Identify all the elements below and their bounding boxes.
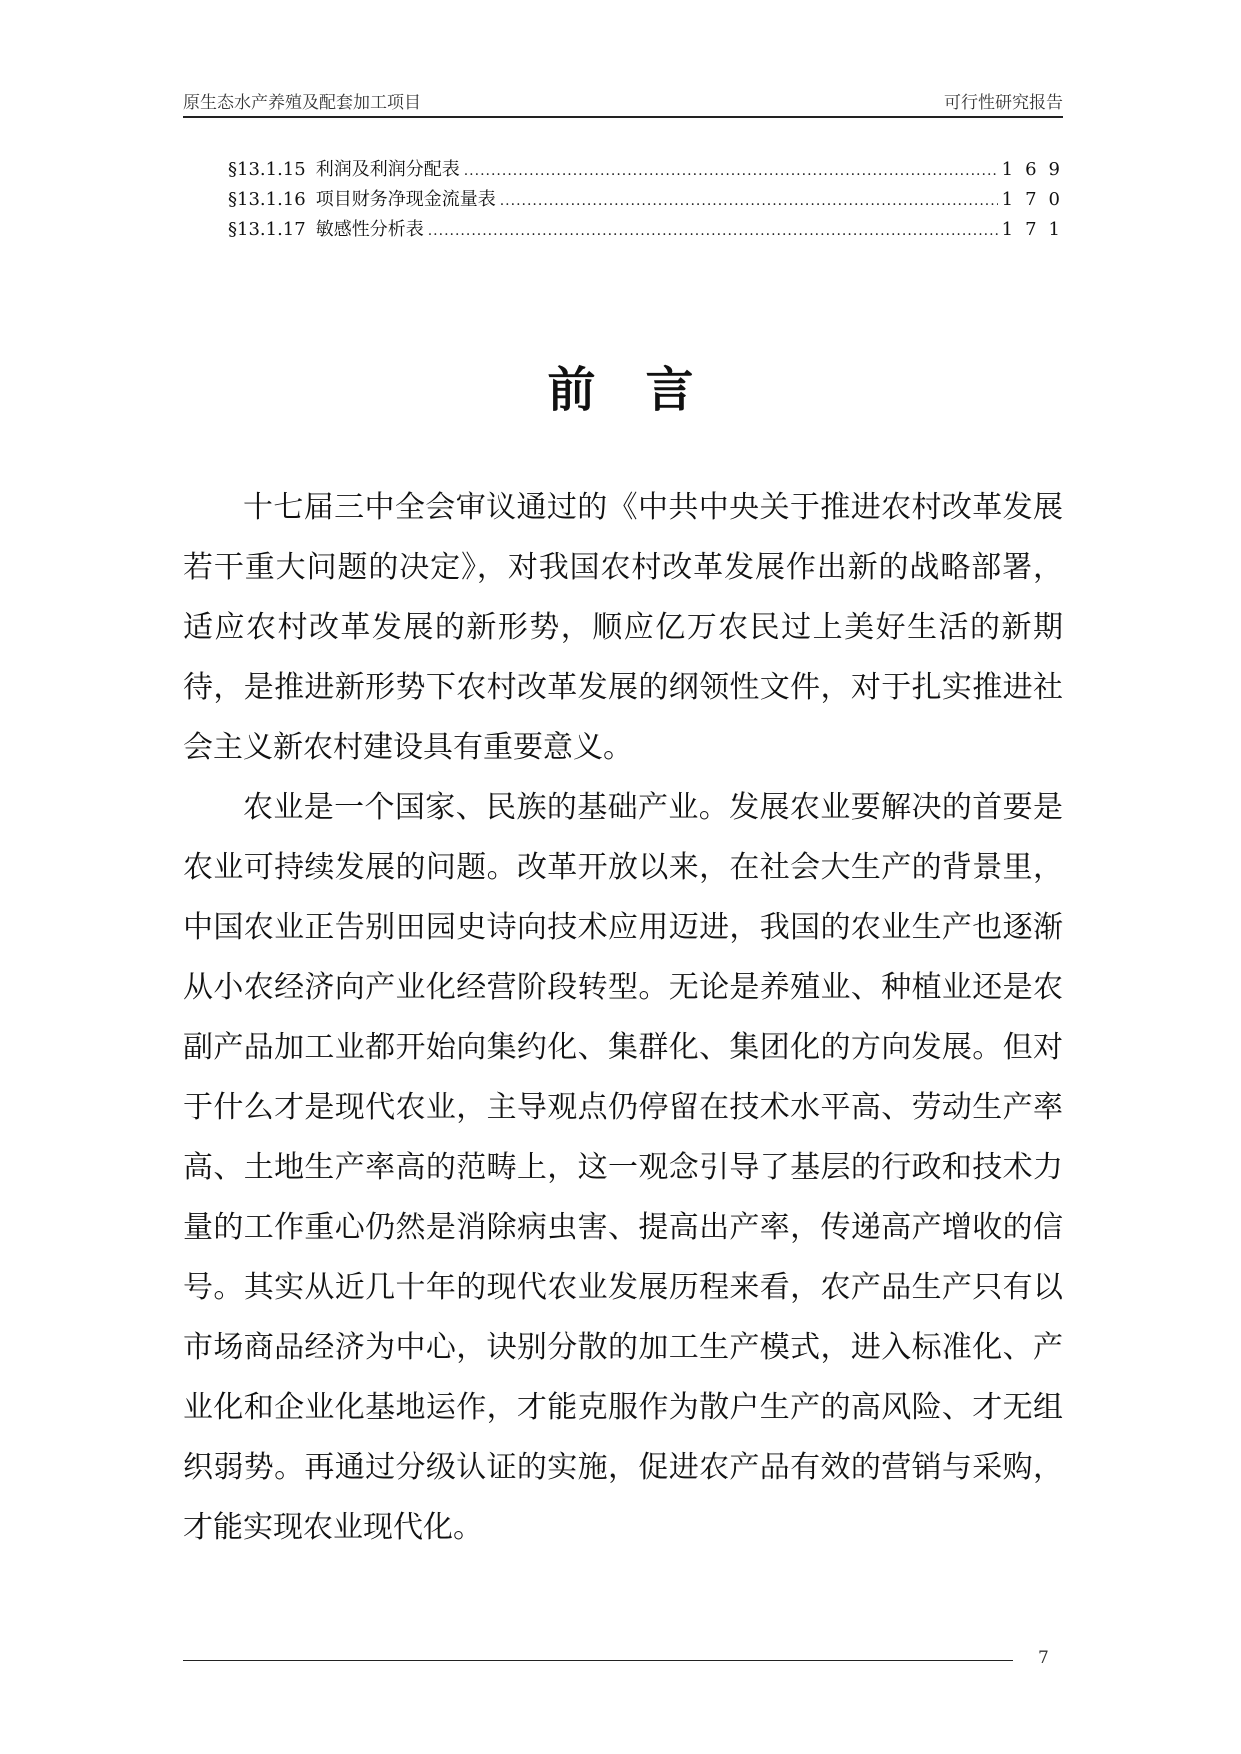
section-title: 前言 [547, 362, 744, 418]
paragraph: 十七届三中全会审议通过的《中共中央关于推进农村改革发展若干重大问题的决定》，对我国农村改革发展作出新的战略部署，适应农村改革发展的新形势，顺应亿万农民过上美好生活的新期待，是推进新形势下农村改革发展的纲领性文件，对于扎实推进社会主义新农村建设具有重要意义。 [183, 490, 1063, 765]
toc-section-title: 利润及利润分配表 [315, 159, 460, 180]
toc-page-number: 170 [1001, 189, 1072, 210]
toc-section-number: §13.1.15 [228, 159, 306, 180]
footer-divider [183, 1660, 1013, 1661]
toc-section-number: §13.1.17 [228, 219, 306, 240]
toc-entry[interactable] [228, 215, 1072, 245]
body-text [183, 478, 1063, 1558]
toc-section-number: §13.1.16 [228, 189, 306, 210]
page-header [183, 88, 1063, 118]
header-project-name: 原生态水产养殖及配套加工项目 [183, 93, 421, 113]
toc-page-number: 169 [1001, 159, 1072, 180]
toc-page-number: 171 [1001, 219, 1072, 240]
toc-section-title: 敏感性分析表 [315, 219, 424, 240]
toc-leader-dots [464, 156, 998, 186]
header-report-type: 可行性研究报告 [944, 93, 1063, 113]
page-number: 7 [1038, 1648, 1049, 1668]
toc-leader-dots [428, 216, 998, 246]
paragraph: 农业是一个国家、民族的基础产业。发展农业要解决的首要是农业可持续发展的问题。改革开放以来，在社会大生产的背景里，中国农业正告别田园史诗向技术应用迈进，我国的农业生产也逐渐从小农经济向产业化经营阶段转型。无论是养殖业、种植业还是农副产品加工业都开始向集约化、集群化、集团化的方向发展。但对于什么才是现代农业，主导观点仍停留在技术水平高、劳动生产率高、土地生产率高的范畴上，这一观念引导了基层的行政和技术力量的工作重心仍然是消除病虫害、提高出产率，传递高产增收的信号。其实从近几十年的现代农业发展历程来看，农产品生产只有以市场商品经济为中心，诀别分散的加工生产模式，进入标准化、产业化和企业化基地运作，才能克服作为散户生产的高风险、才无组织弱势。再通过分级认证的实施，促进农产品有效的营销与采购，才能实现农业现代化。 [183, 790, 1063, 1545]
toc-entry[interactable] [228, 155, 1072, 185]
toc-section-title: 项目财务净现金流量表 [315, 189, 496, 210]
table-of-contents [228, 155, 1072, 245]
toc-entry[interactable] [228, 185, 1072, 215]
toc-leader-dots [500, 186, 998, 216]
